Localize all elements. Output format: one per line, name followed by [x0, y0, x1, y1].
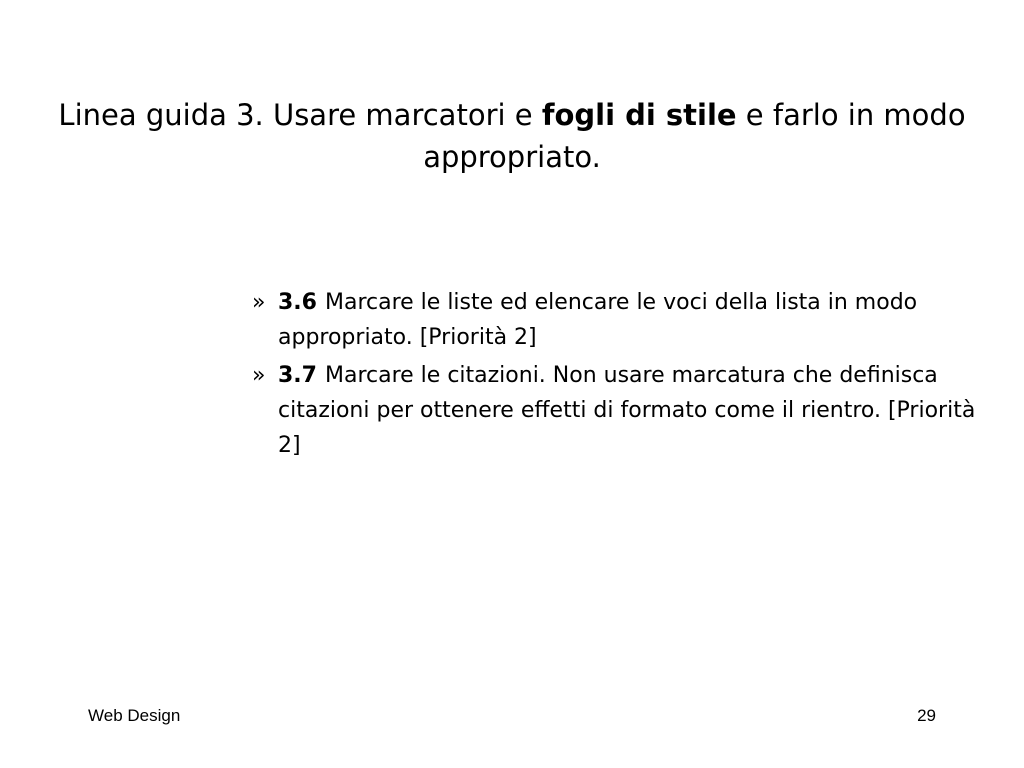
title-text-part1: Linea guida 3. Usare marcatori e	[58, 98, 542, 132]
guideline-list	[250, 285, 990, 466]
title-text-bold: fogli di stile	[541, 98, 737, 132]
guideline-text: Marcare le liste ed elencare le voci della lista in modo appropriato. [Priorità 2]	[278, 290, 918, 350]
bullet-marker: »	[252, 363, 266, 388]
guideline-number: 3.7	[278, 363, 317, 388]
guideline-number: 3.6	[278, 290, 317, 315]
guideline-text: Marcare le citazioni. Non usare marcatura che definisca citazioni per ottenere effetti di formato come il rientro. [Priorità 2]	[278, 363, 976, 458]
bullet-marker: »	[252, 290, 266, 315]
title-text-part2: e farlo in modo appropriato.	[423, 98, 966, 174]
footer-course-name: Web Design	[88, 706, 181, 725]
slide-title	[40, 94, 984, 178]
list-item	[250, 285, 990, 355]
footer-page-number: 29	[917, 706, 936, 725]
list-item	[250, 358, 990, 463]
